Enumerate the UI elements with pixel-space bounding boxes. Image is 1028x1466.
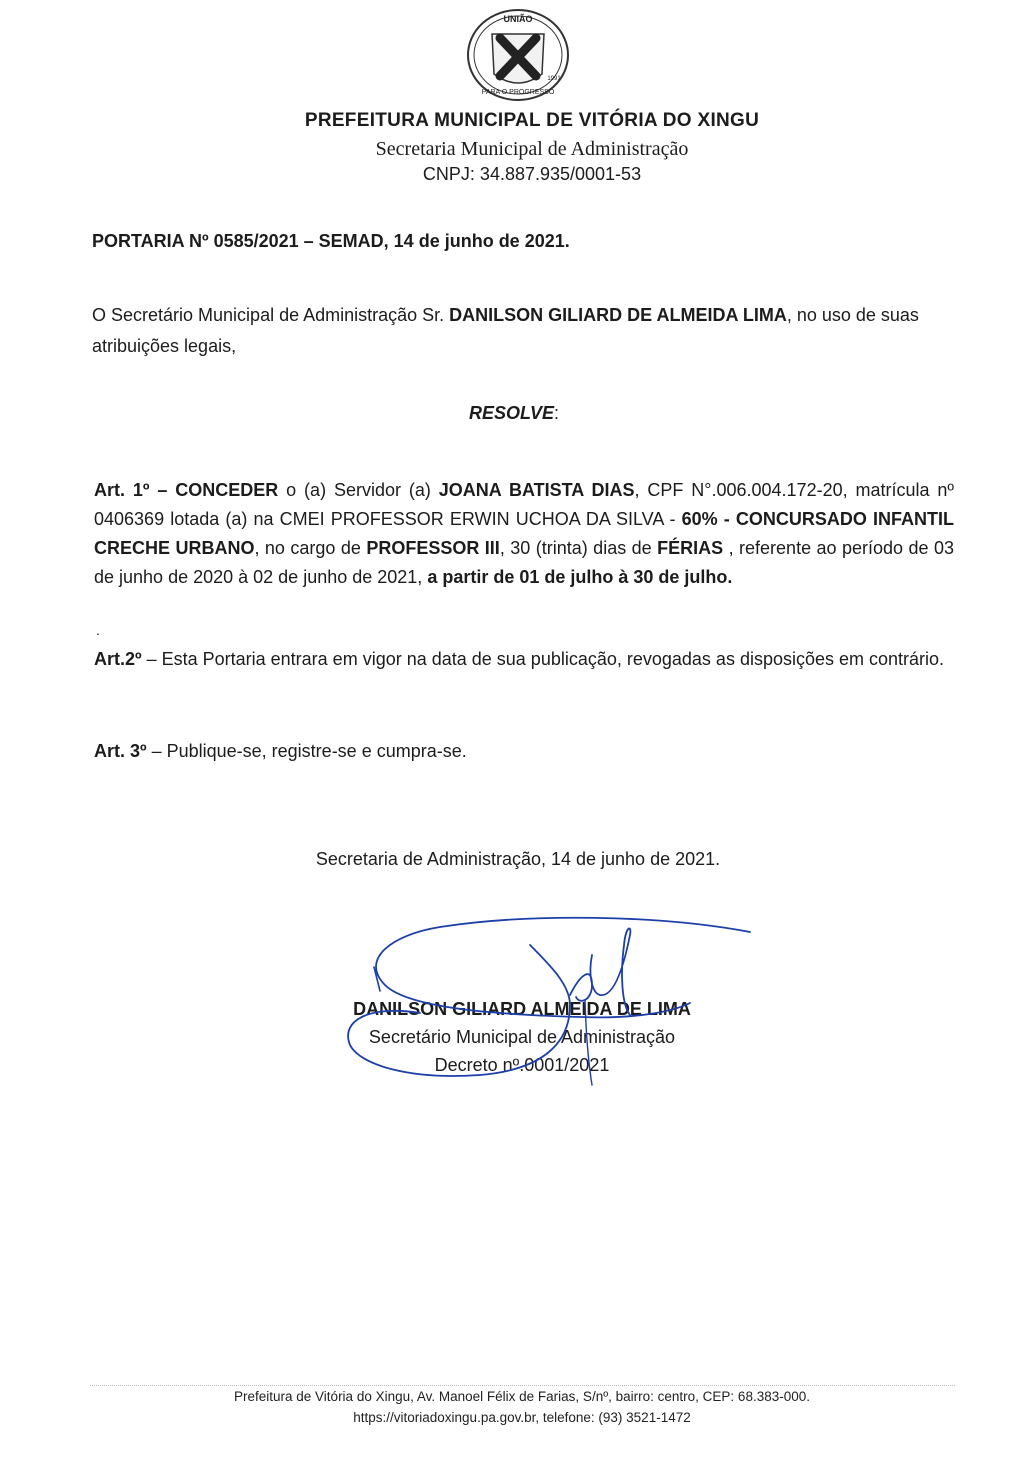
footer-contact: https://vitoriadoxingu.pa.gov.br, telefone: (93) 3521-1472	[353, 1410, 691, 1425]
article-2-label: Art.2º	[94, 649, 142, 669]
article-1-servidor: JOANA BATISTA DIAS	[438, 480, 635, 500]
resolve-colon: :	[554, 403, 560, 423]
resolve-word: RESOLVE	[468, 403, 554, 423]
place-date: Secretaria de Administração, 14 de junho de 2021.	[315, 849, 721, 869]
article-3-text: – Publique-se, registre-se e cumpra-se.	[146, 741, 467, 761]
footer-divider	[90, 1385, 955, 1386]
article-1-carga: 60% - CONCURSADO INFANTIL CRECHE URBANO	[94, 509, 955, 558]
signatory-role: Secretário Municipal de Administração	[368, 1027, 676, 1047]
article-2-text: – Esta Portaria entrara em vigor na data de sua publicação, revogadas as disposições em contrário.	[141, 649, 945, 669]
handwritten-signature	[330, 905, 790, 1095]
article-2-body	[94, 645, 954, 674]
municipal-seal	[462, 6, 574, 104]
intro-suffix: , no uso de suas atribuições legais,	[92, 305, 919, 356]
article-2	[94, 645, 954, 674]
article-1-body	[94, 476, 954, 592]
article-1-label: Art. 1º –	[94, 480, 168, 500]
intro-paragraph	[92, 300, 952, 362]
header-title: PREFEITURA MUNICIPAL DE VITÓRIA DO XINGU	[304, 110, 760, 131]
article-1-cargo: PROFESSOR III	[366, 538, 500, 558]
portaria-title: PORTARIA Nº 0585/2021 – SEMAD, 14 de junho de 2021.	[92, 231, 570, 251]
article-1-periodo: a partir de 01 de julho à 30 de julho.	[427, 567, 733, 587]
article-1-text-e: , referente ao período de 03 de junho de 2020 à 02 de junho de 2021,	[94, 538, 954, 587]
article-1-verb: CONCEDER	[175, 480, 279, 500]
stray-dot: .	[96, 622, 100, 638]
resolve-heading	[0, 403, 1028, 424]
article-3	[94, 737, 954, 766]
signatory-name: DANILSON GILIARD ALMEIDA DE LIMA	[353, 999, 691, 1019]
article-1-text-a: o (a) Servidor (a)	[278, 480, 439, 500]
header-secretaria: Secretaria Municipal de Administração	[375, 138, 689, 160]
article-1	[94, 476, 954, 592]
signatory-decree: Decreto nº.0001/2021	[434, 1055, 610, 1075]
article-1-ferias: FÉRIAS	[657, 538, 724, 558]
article-3-label: Art. 3º	[94, 741, 147, 761]
article-1-text-b: , CPF N°.006.004.172-20, matrícula nº 0406369 lotada (a) na CMEI PROFESSOR ERWIN UCHOA DA SILVA -	[94, 480, 954, 529]
seal-ring-text: PARA O PROGRESSO	[481, 89, 555, 96]
seal-top-text: UNIÃO	[503, 14, 533, 24]
footer-address: Prefeitura de Vitória do Xingu, Av. Manoel Félix de Farias, S/nº, bairro: centro, CEP: 68.383-000.	[234, 1389, 810, 1404]
seal-year: 1991	[547, 76, 561, 82]
article-1-text-c: , no cargo de	[254, 538, 367, 558]
article-1-text-d: , 30 (trinta) dias de	[499, 538, 658, 558]
header-cnpj: CNPJ: 34.887.935/0001-53	[422, 164, 642, 184]
intro-prefix: O Secretário Municipal de Administração Sr.	[92, 305, 450, 325]
intro-name: DANILSON GILIARD DE ALMEIDA LIMA	[449, 305, 787, 325]
